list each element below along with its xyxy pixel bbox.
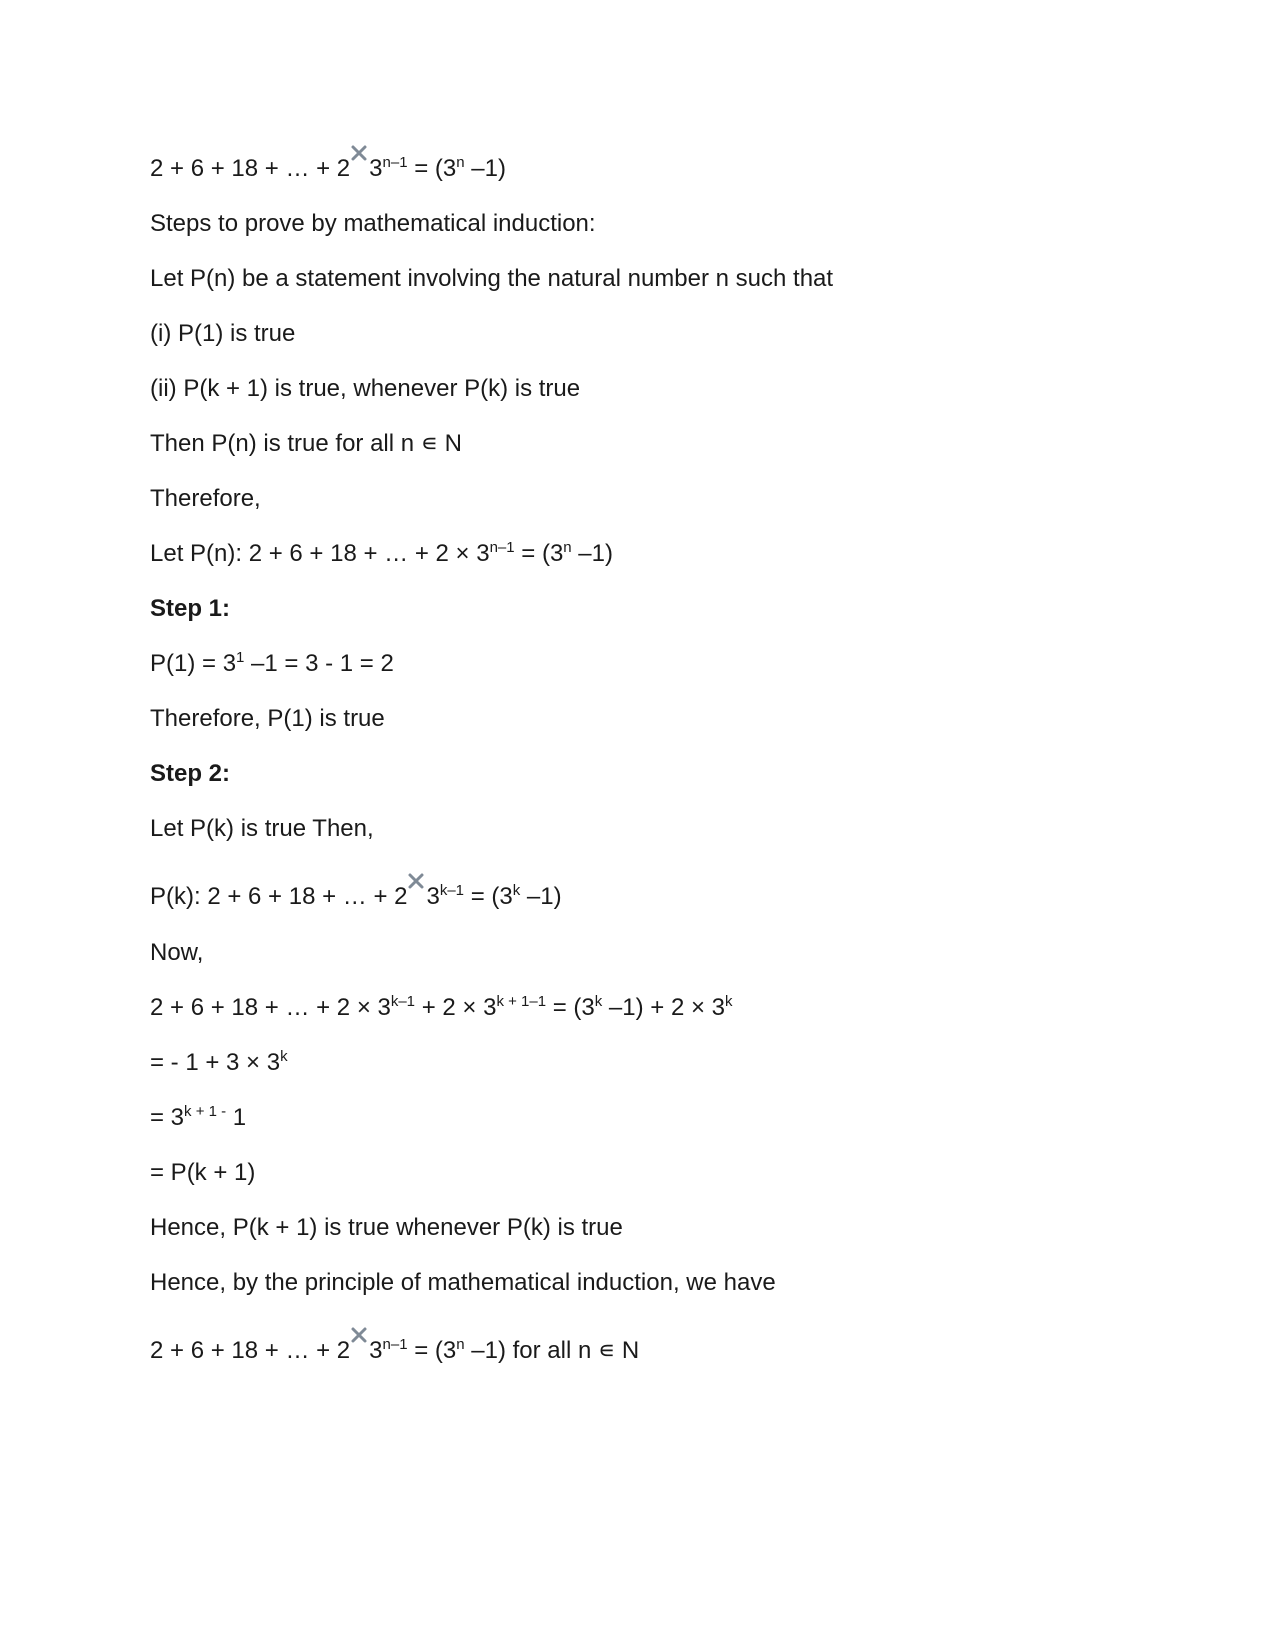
pk-equation: P(k): 2 + 6 + 18 + … + 2 $3^{k-1} = (3^k$ –1) <box>150 882 562 912</box>
broken-image-x-icon <box>350 144 368 162</box>
then-pn-conclusion: Then P(n) is true for all n ∊ N <box>150 430 462 457</box>
step-2-heading: Step 2: <box>150 760 231 787</box>
final-equation: 2 + 6 + 18 + … + 2 $3^{n-1} = (3^n$ –1) for all n ∊ N <box>150 1336 639 1366</box>
equation-step-2: = - $1 + 3 \times 3^k$ <box>150 1048 288 1076</box>
p1-true-text: Therefore, P(1) is true <box>150 705 385 732</box>
therefore-text: Therefore, <box>150 485 261 512</box>
equation-step-3: = $3^{k + 1 -}$ 1 <box>150 1103 247 1131</box>
step-1-heading: Step 1: <box>150 595 231 622</box>
condition-i: (i) P(1) is true <box>150 320 296 347</box>
p1-equation: $P(1) = 3^1$ –1 = 3 - 1 = 2 <box>150 649 394 677</box>
let-pk-text: Let P(k) is true Then, <box>150 815 374 842</box>
eq-text: 2 + 6 + 18 + … + 2 <box>150 155 351 182</box>
sum-equation: 2 + 6 + 18 + … + $2 \times 3^{k-1} + 2 \times 3^{k + 1-1} = (3^k$ $-1) + 2 \times 3^k$ <box>150 993 733 1021</box>
broken-image-x-icon <box>407 872 425 890</box>
let-pn-statement: Let P(n) be a statement involving the natural number n such that <box>150 265 834 292</box>
equation-step-4: = P(k + 1) <box>150 1159 256 1186</box>
hence-pk1-text: Hence, P(k + 1) is true whenever P(k) is true <box>150 1214 623 1241</box>
series-equation-line: 2 + 6 + 18 + … + 2 $3^{n-1} = (3^n$ –1) <box>150 154 506 184</box>
let-pn-equation: Let P(n): 2 + 6 + 18 + … + $2 \times 3^{n-1} = (3^n$ –1) <box>150 539 613 567</box>
hence-induction-text: Hence, by the principle of mathematical induction, we have <box>150 1269 776 1296</box>
steps-intro: Steps to prove by mathematical induction: <box>150 210 596 237</box>
broken-image-x-icon <box>350 1326 368 1344</box>
now-text: Now, <box>150 939 204 966</box>
condition-ii: (ii) P(k + 1) is true, whenever P(k) is true <box>150 375 581 402</box>
